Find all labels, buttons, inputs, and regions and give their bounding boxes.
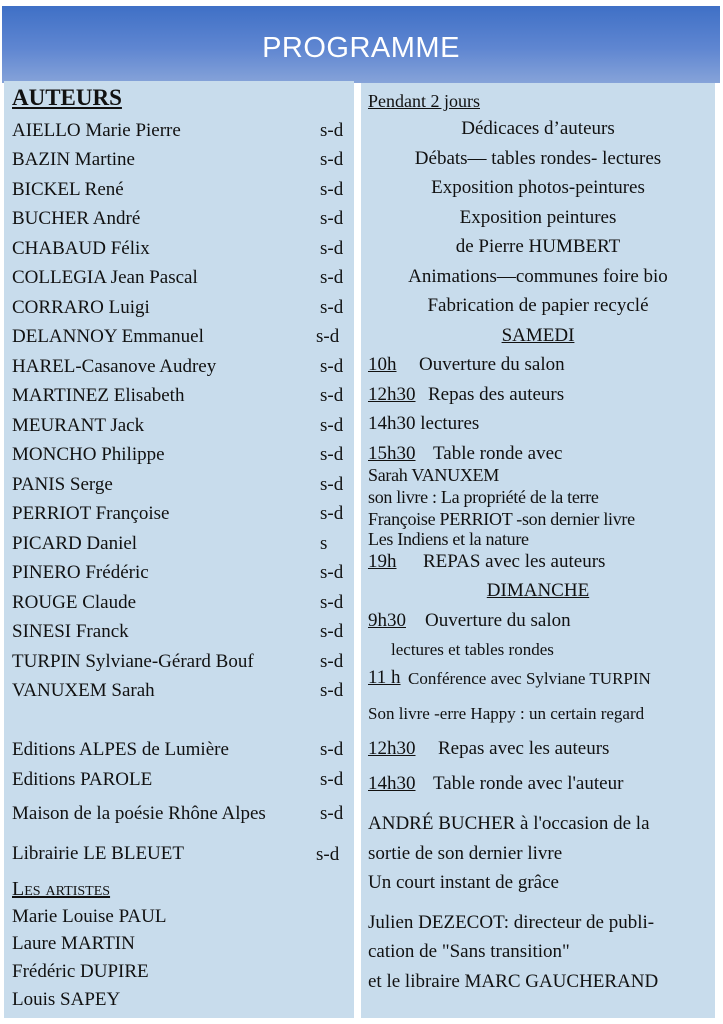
schedule-detail: Les Indiens et la nature: [368, 529, 529, 549]
author-tag: s-d: [320, 297, 344, 318]
activity-item: Exposition peintures: [459, 207, 617, 228]
author-name: CHABAUD Félix: [12, 238, 150, 259]
author-name: MONCHO Philippe: [12, 444, 165, 465]
author-name: BICKEL René: [12, 179, 124, 200]
schedule-time: 9h30: [368, 610, 406, 631]
schedule-time: 10h: [368, 354, 397, 375]
author-name: MEURANT Jack: [12, 415, 145, 436]
note-line: Julien DEZECOT: directeur de publi-: [368, 912, 655, 933]
publisher-name: Editions ALPES de Lumière: [12, 739, 229, 760]
schedule-time: 12h30: [368, 384, 416, 405]
schedule-detail: Son livre -erre Happy : un certain regard: [368, 704, 645, 723]
author-tag: s-d: [316, 326, 340, 347]
schedule-event: Repas avec les auteurs: [438, 738, 610, 759]
schedule-time: 14h30: [368, 773, 416, 794]
author-name: PERRIOT Françoise: [12, 503, 170, 524]
schedule-event: Table ronde avec l'auteur: [433, 773, 624, 794]
sunday-heading: DIMANCHE: [486, 580, 590, 601]
artist-name: Laure MARTIN: [12, 933, 135, 954]
schedule-detail: Sarah VANUXEM: [368, 465, 499, 485]
author-name: DELANNOY Emmanuel: [12, 326, 204, 347]
author-tag: s-d: [320, 444, 344, 465]
both-days-heading: Pendant 2 jours: [368, 91, 480, 111]
author-name: AIELLO Marie Pierre: [12, 120, 181, 141]
author-tag: s-d: [320, 592, 344, 613]
author-name: TURPIN Sylviane-Gérard Bouf: [12, 651, 254, 672]
author-name: SINESI Franck: [12, 621, 129, 642]
activity-item: de Pierre HUMBERT: [455, 236, 621, 257]
author-tag: s-d: [320, 415, 344, 436]
schedule-time: 15h30: [368, 443, 416, 464]
schedule-detail: son livre : La propriété de la terre: [368, 487, 599, 507]
authors-panel: [4, 81, 354, 1018]
author-tag: s-d: [320, 267, 344, 288]
schedule-event: Conférence avec Sylviane TURPIN: [408, 669, 651, 688]
schedule-time: 11 h: [368, 667, 401, 688]
author-tag: s-d: [320, 651, 344, 672]
header-banner: [2, 6, 720, 83]
activity-item: Fabrication de papier recyclé: [427, 295, 649, 316]
schedule-time: 12h30: [368, 738, 416, 759]
saturday-heading: SAMEDI: [501, 325, 575, 346]
author-name: HAREL-Casanove Audrey: [12, 356, 217, 377]
page-title: PROGRAMME: [262, 32, 460, 64]
author-tag: s-d: [320, 503, 344, 524]
author-tag: s-d: [320, 179, 344, 200]
schedule-time: 19h: [368, 551, 397, 572]
author-tag: s-d: [320, 680, 344, 701]
publisher-tag: s-d: [320, 803, 344, 824]
publisher-tag: s-d: [316, 844, 340, 865]
schedule-detail: Françoise PERRIOT -son dernier livre: [368, 509, 635, 529]
author-name: BAZIN Martine: [12, 149, 135, 170]
activity-item: Exposition photos-peintures: [431, 177, 645, 198]
publisher-name: Librairie LE BLEUET: [12, 843, 184, 864]
author-name: COLLEGIA Jean Pascal: [12, 267, 198, 288]
author-name: PANIS Serge: [12, 474, 113, 495]
artist-name: Frédéric DUPIRE: [12, 961, 149, 982]
schedule-event: 14h30 lectures: [368, 413, 480, 434]
author-tag: s-d: [320, 120, 344, 141]
authors-heading: AUTEURS: [12, 85, 122, 110]
artist-name: Marie Louise PAUL: [12, 906, 167, 927]
author-name: BUCHER André: [12, 208, 141, 229]
programme-panel: [361, 83, 715, 1018]
publisher-tag: s-d: [320, 739, 344, 760]
author-tag: s-d: [320, 356, 344, 377]
schedule-detail: lectures et tables rondes: [391, 640, 554, 659]
author-name: CORRARO Luigi: [12, 297, 150, 318]
author-name: PINERO Frédéric: [12, 562, 149, 583]
note-line: ANDRÉ BUCHER à l'occasion de la: [368, 813, 650, 834]
note-line: et le libraire MARC GAUCHERAND: [368, 971, 659, 992]
schedule-event: Ouverture du salon: [419, 354, 565, 375]
activity-item: Animations—communes foire bio: [408, 266, 668, 287]
schedule-event: Repas des auteurs: [428, 384, 565, 405]
author-tag: s-d: [320, 621, 344, 642]
author-tag: s: [320, 533, 328, 554]
author-tag: s-d: [320, 238, 344, 259]
publisher-name: Editions PAROLE: [12, 769, 153, 790]
note-line: cation de "Sans transition": [368, 941, 570, 962]
author-name: PICARD Daniel: [12, 533, 138, 554]
author-tag: s-d: [320, 562, 344, 583]
note-line: Un court instant de grâce: [368, 872, 559, 893]
artist-name: Louis SAPEY: [12, 989, 121, 1010]
schedule-event: REPAS avec les auteurs: [423, 551, 606, 572]
publisher-name: Maison de la poésie Rhône Alpes: [12, 803, 266, 824]
activity-item: Dédicaces d’auteurs: [461, 118, 615, 139]
artists-heading: Les artistes: [12, 878, 111, 900]
author-tag: s-d: [320, 208, 344, 229]
author-name: ROUGE Claude: [12, 592, 137, 613]
activity-item: Débats— tables rondes- lectures: [414, 148, 662, 169]
author-tag: s-d: [320, 474, 344, 495]
publisher-tag: s-d: [320, 769, 344, 790]
author-name: MARTINEZ Elisabeth: [12, 385, 185, 406]
note-line: sortie de son dernier livre: [368, 843, 563, 864]
author-tag: s-d: [320, 149, 344, 170]
author-tag: s-d: [320, 385, 344, 406]
schedule-event: Table ronde avec: [433, 443, 563, 464]
author-name: VANUXEM Sarah: [12, 680, 155, 701]
schedule-event: Ouverture du salon: [425, 610, 571, 631]
